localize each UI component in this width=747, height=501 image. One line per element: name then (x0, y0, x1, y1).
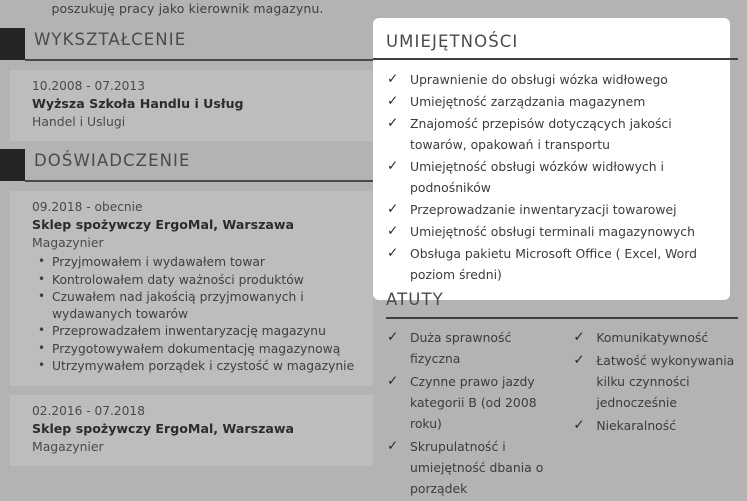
entry-role: Handel i Uslugi (32, 114, 126, 129)
list-item: • Przyjmowałem i wydawałem towar (32, 254, 361, 271)
list-item: ✓ Komunikatywność (572, 327, 745, 348)
entry-organization: Wyższa Szkoła Handlu i Usług (32, 96, 244, 111)
section-title-strengths: ATUTY (386, 290, 444, 309)
entry-organization: Sklep spożywczy ErgoMal, Warszawa (32, 420, 295, 436)
list-item: • Przygotowywałem dokumentację magazynową (32, 341, 361, 358)
list-item: • Utrzymywałem porządek i czystość w magazynie (32, 358, 361, 375)
section-accent-tab (0, 149, 25, 181)
section-rule (25, 59, 373, 61)
list-item: ✓ Czynne prawo jazdy kategorii B (od 2008 roku) (386, 371, 564, 434)
skills-card (373, 18, 730, 300)
strengths-list-right (564, 327, 747, 501)
entry-dates: 02.2016 - 07.2018 (32, 403, 145, 418)
experience-entry (10, 191, 373, 386)
strengths-columns (373, 319, 747, 501)
experience-entry (10, 395, 373, 466)
list-item: • Czuwałem nad jakością przyjmowanych i wydawanych towarów (32, 289, 361, 322)
list-item: ✓ Znajomość przepisów dotyczących jakości towarów, opakowań i transportu (386, 113, 716, 155)
list-item: ✓ Umiejętność obsługi wózków widłowych i podnośników (386, 156, 716, 198)
strengths-list-left (373, 327, 564, 501)
list-item: • Kontrolowałem daty ważności produktów (32, 272, 361, 289)
list-item: ✓ Niekaralność (572, 415, 745, 436)
entry-duty-list (32, 254, 361, 375)
list-item: • Przeprowadzałem inwentaryzację magazynu (32, 323, 361, 340)
list-item: ✓ Umiejętność zarządzania magazynem (386, 91, 716, 112)
entry-dates: 09.2018 - obecnie (32, 200, 143, 214)
list-item: ✓ Skrupulatność i umiejętność dbania o porządek (386, 436, 564, 499)
skills-list (373, 60, 730, 285)
education-entry (10, 70, 373, 141)
section-title-skills: UMIEJĘTNOŚCI (386, 32, 519, 51)
section-title-experience: DOŚWIADCZENIE (34, 151, 191, 170)
list-item: ✓ Łatwość wykonywania kilku czynności jednocześnie (572, 350, 745, 413)
list-item: ✓ Uprawnienie do obsługi wózka widłowego (386, 69, 716, 90)
section-title-education: WYKSZTAŁCENIE (34, 30, 187, 49)
profile-tagline: poszukuję pracy jako kierownik magazynu. (51, 1, 324, 16)
list-item: ✓ Przeprowadzanie inwentaryzacji towarowej (386, 199, 716, 220)
left-column (0, 20, 373, 454)
section-header-education (0, 28, 373, 70)
entry-role: Magazynier (32, 438, 104, 454)
list-item: ✓ Obsługa pakietu Microsoft Office ( Excel, Word poziom średni) (386, 243, 716, 285)
section-rule (25, 180, 373, 182)
section-accent-tab (0, 28, 25, 60)
entry-role: Magazynier (32, 235, 104, 250)
strengths-section (373, 288, 747, 501)
right-column (373, 0, 747, 496)
list-item: ✓ Umiejętność obsługi terminali magazynowych (386, 221, 716, 242)
entry-organization: Sklep spożywczy ErgoMal, Warszawa (32, 217, 295, 232)
entry-dates: 10.2008 - 07.2013 (32, 79, 145, 93)
list-item: ✓ Duża sprawność fizyczna (386, 327, 564, 369)
section-header-experience (0, 149, 373, 191)
